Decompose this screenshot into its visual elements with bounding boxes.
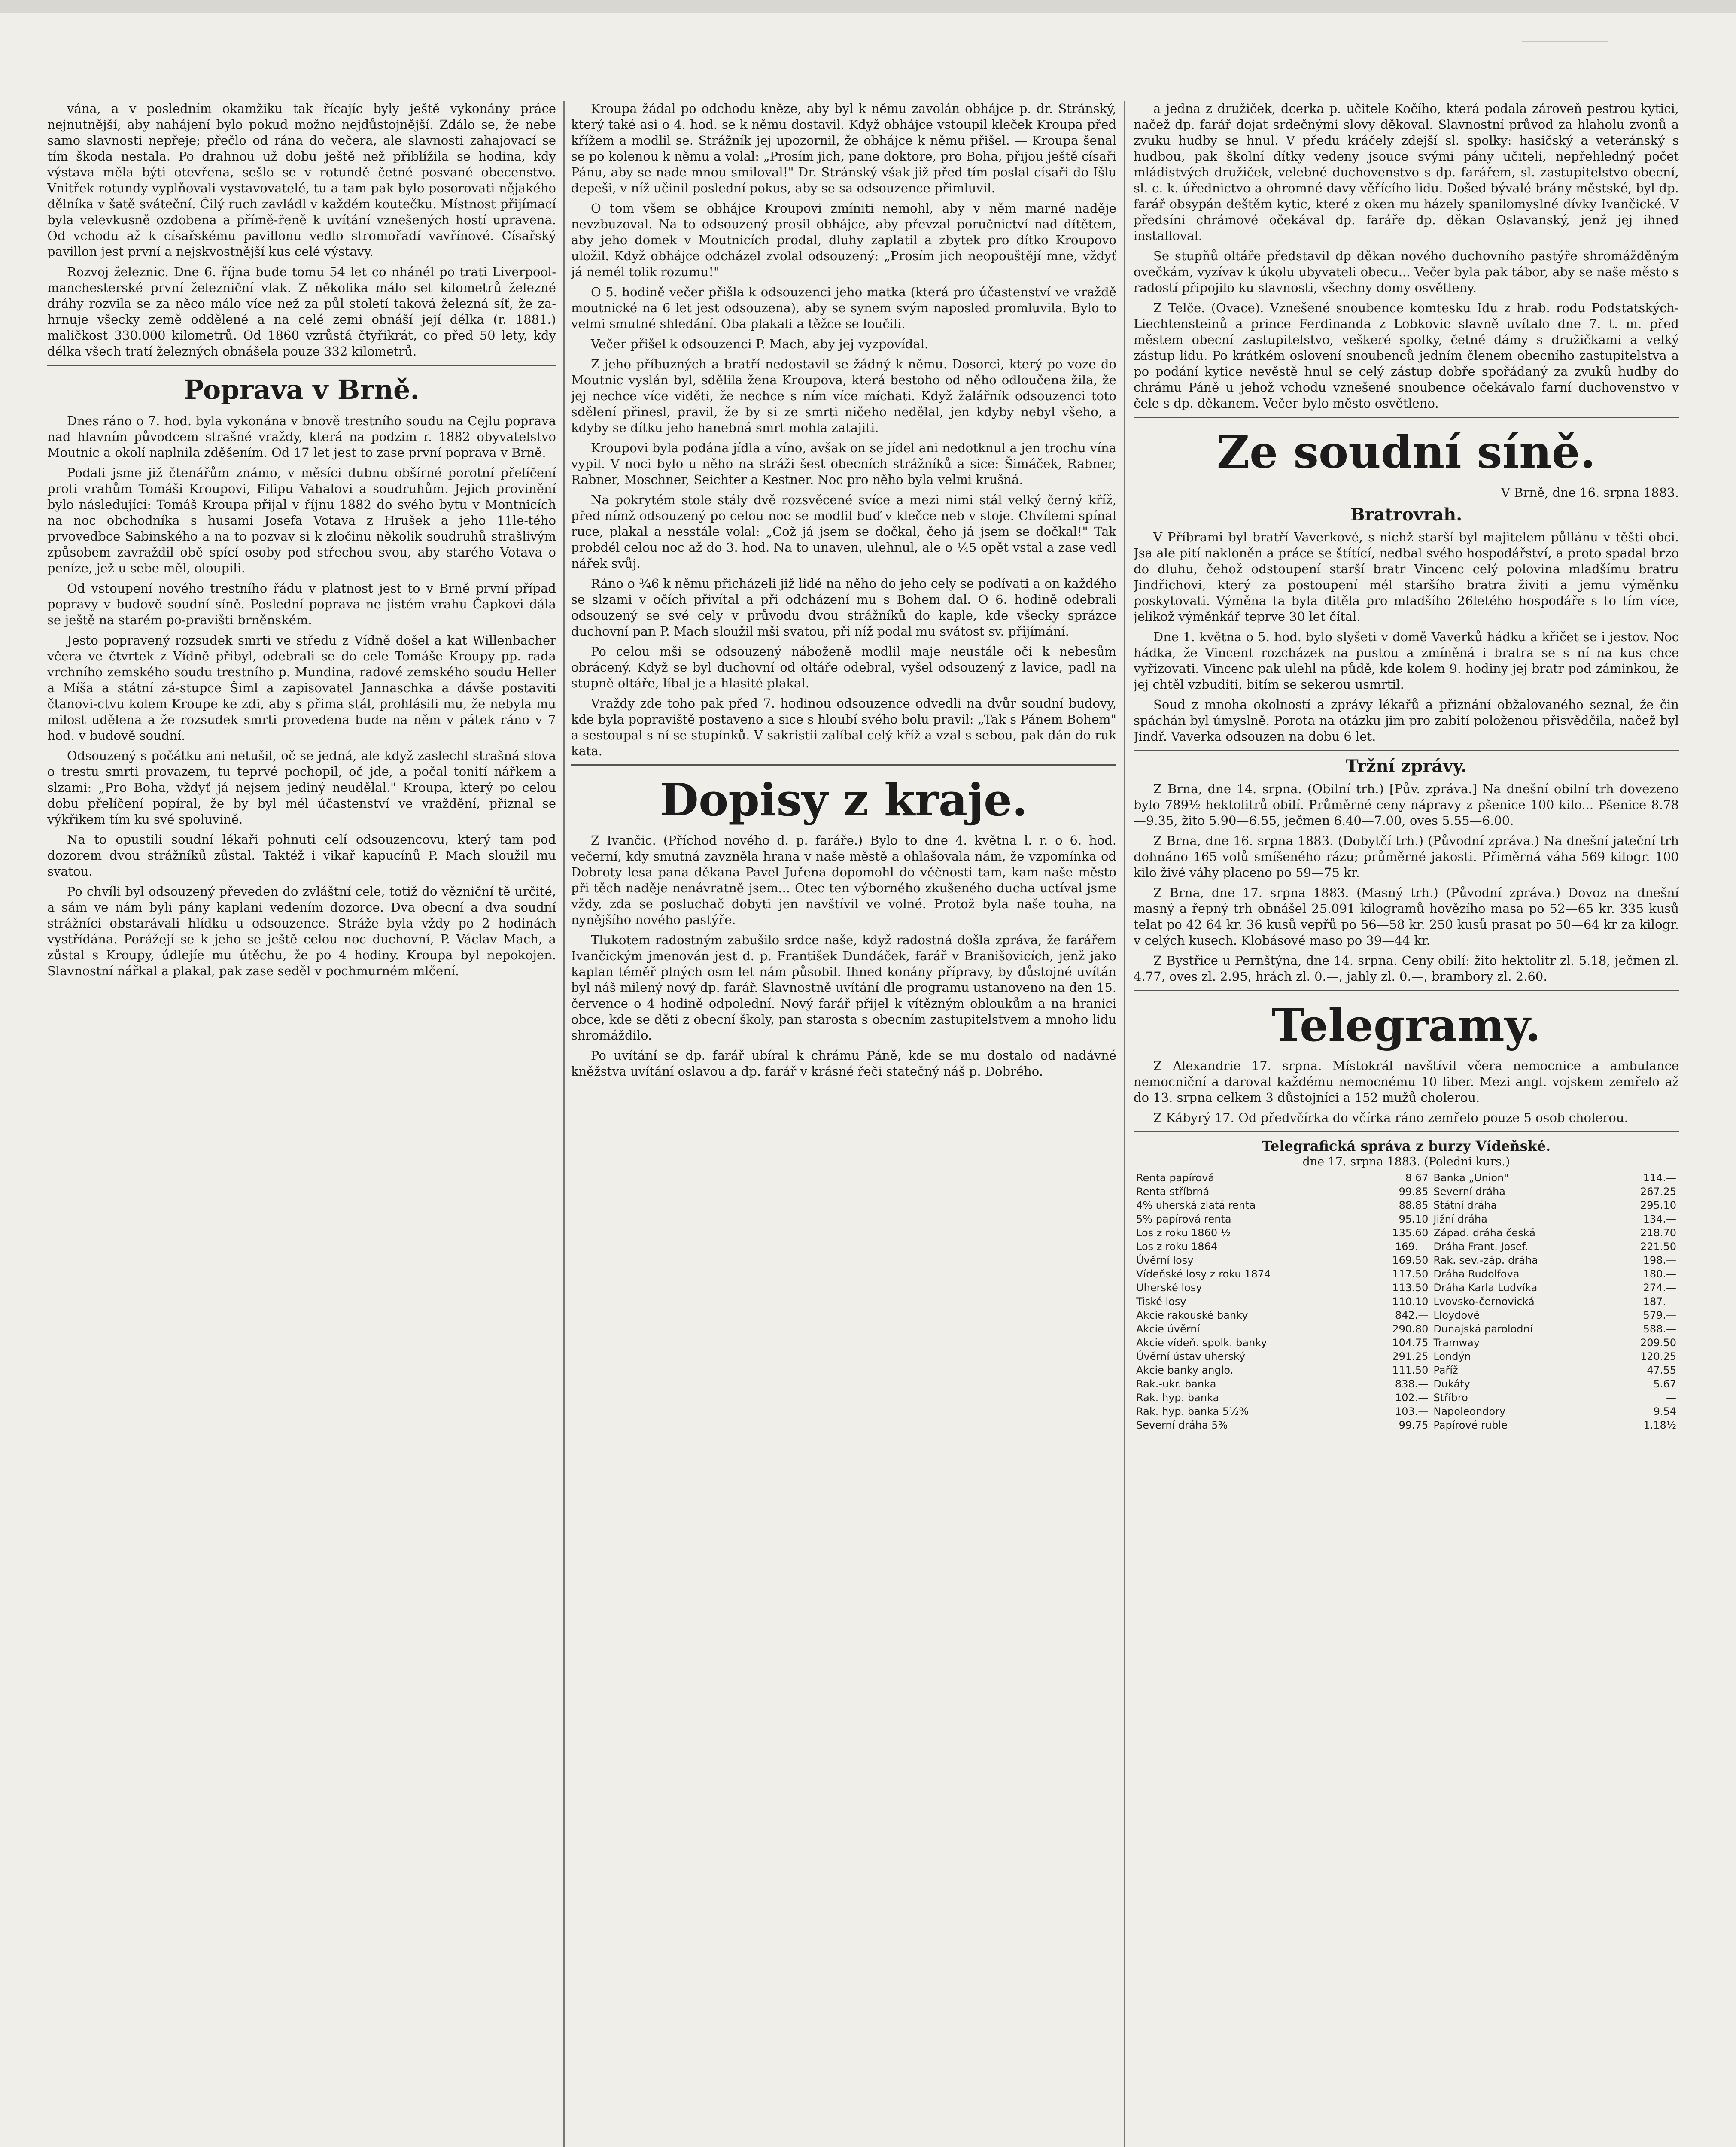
bourse-title: Telegrafická správa z burzy Vídeňské. [1262,1138,1551,1154]
bourse-price: 114.— [1643,1172,1676,1184]
bourse-row [1134,1377,1679,1391]
bourse-price: 117.50 [1392,1268,1429,1280]
dateline: V Brně, dne 16. srpna 1883. [1501,485,1679,500]
bourse-security-name: Los z roku 1864 [1136,1241,1218,1253]
bourse-price: 120.25 [1640,1350,1676,1362]
section-divider [1134,750,1679,751]
bourse-row [1134,1295,1679,1308]
article-paragraph: Z Brna, dne 16. srpna 1883. (Dobytčí trh.) (Původní zpráva.) Na dnešní jateční trh dohnáno 165 volů smíšeného rázu; průměrné jakosti. Přiměrná váha 569 kilogr. 100 kilo živé váhy placeno po 59—75 kr. [1134,833,1679,880]
heading-telegramy: Telegramy. [1271,999,1541,1052]
bourse-price: 103.— [1395,1405,1429,1417]
bourse-security-name: Napoleondory [1433,1405,1506,1417]
bourse-security-name: Úvěrní losy [1136,1254,1194,1266]
bourse-price: 47.55 [1647,1364,1676,1376]
bourse-row [1134,1267,1679,1281]
article-paragraph: Dnes ráno o 7. hod. byla vykonána v bnově trestního soudu na Cejlu poprava nad hlavním původcem strašné vraždy, která na podzim r. 1882 obyvatelstvo Moutnic a okolí naplnila zděšením. Od 17 let jest to zase první poprava v Brně. [47,414,556,460]
bourse-row [1134,1171,1679,1185]
article-paragraph: Z jeho příbuzných a bratří nedostavil se žádný k němu. Dosorci, který po voze do Moutnic vyslán byl, sdělila žena Kroupova, která bestoho od něho odloučena žila, že jej nechce více viděti, že nechce s ním více míchati. Když žalářník odsouzenci toto sdělení přinesl, pravil, že by si ze smrti ničeho nedělal, jen kdyby nebyl všeho, a kdyby se dítku jeho hanebná smrt mohla zatajiti. [571,357,1116,435]
bourse-price: 8 67 [1405,1172,1429,1184]
article-paragraph: Na pokrytém stole stály dvě rozsvěcené svíce a mezi nimi stál velký černý kříž, před nímž odsouzený po celou noc se modlil buď v klečce neb v stoje. Chvílemi spínal ruce, plakal a nesstále volal: „Což já jsem se dočkal, čeho já jsem se dočkal!" Tak probdél celou noc až do 3. hod. Na to unaven, ulehnul, ale o ¼5 opět vstal a zase vedl nářek svůj. [571,493,1116,571]
column-rule [563,101,565,2147]
section-divider [1134,1131,1679,1132]
bourse-price: 579.— [1643,1309,1676,1321]
bourse-price: 198.— [1643,1254,1676,1266]
bourse-row [1134,1336,1679,1350]
bourse-price: 88.85 [1399,1199,1429,1211]
article-paragraph: Po celou mši se odsouzený náboženě modlil maje neustále oči k nebesům obrácený. Když se byl duchovní od oltáře odebral, vyšel odsouzený z lavice, padl na stupně oltáře, líbal je a hlasité plakal. [571,644,1116,690]
article-paragraph: Jesto popravený rozsudek smrti ve středu z Vídně došel a kat Willenbacher včera ve čtvrtek z Vídně přibyl, odebrali se do cele Tomáše Kroupy pp. rada vrchního zemského soudu trestního p. Mundina, radové zemského soudu Heller a Míša a státní zá-stupce Šiml a zapisovatel Jannaschka a dávše postaviti čtanovi-ctvu kolem Kroupe ke zdi, aby s přima stál, prohlásili mu, že nebyla mu milost udělena a že rozsudek smrti provedena bude na něm v pátek ráno v 7 hod. v budově soudní. [47,633,556,743]
bourse-security-name: Severní dráha 5% [1136,1419,1228,1431]
section-divider [571,764,1116,766]
bourse-security-name: Akcie rakouské banky [1136,1309,1248,1321]
bourse-row [1134,1308,1679,1322]
bourse-security-name: 5% papírová renta [1136,1213,1231,1225]
bourse-price: 111.50 [1392,1364,1429,1376]
bourse-row [1134,1240,1679,1253]
bourse-security-name: Dráha Frant. Josef. [1433,1241,1528,1253]
bourse-row [1134,1198,1679,1212]
bourse-security-name: 4% uherská zlatá renta [1136,1199,1256,1211]
bourse-security-name: Rak. hyp. banka [1136,1392,1219,1404]
bourse-security-name: Akcie úvěrní [1136,1323,1200,1335]
article-paragraph: a jedna z družiček, dcerka p. učitele Kočího, která podala zároveň pestrou kytici, načež dp. farář dojat srdečnými slovy děkoval. Slavnostní průvod za hlaholu zvonů a zvuku hudby se hnul. V předu kráčely zdejší sl. spolky: hasičský a veteránský s hudbou, pak školní dítky vedeny jsouce svými pány učiteli, nepřehledný počet mládistvých družiček, velebné duchovenstvo s dp. farářem, sl. zastupitelstvo obecní, sl. c. k. úřednictvo a ohromné davy věřícího lidu. Došed bývalé brány městské, byl dp. farář obsypán deštěm kytic, které z oken mu házely spanilomyslné dívky Ivančické. V předsíni chrámové očekával dp. faráře dp. děkan Oslavanský, jenž jej ihned installoval. [1134,101,1679,243]
bourse-price: 291.25 [1392,1350,1429,1362]
bourse-row [1134,1253,1679,1267]
bourse-subtitle: dne 17. srpna 1883. (Poledni kurs.) [1302,1155,1510,1168]
bourse-security-name: Severní dráha [1433,1186,1506,1198]
article-paragraph: Podali jsme již čtenářům známo, v měsíci dubnu obšírné porotní přelíčení proti vrahům Tomáši Kroupovi, Filipu Vahalovi a soudruhům. Jejich provinění bylo následující: Tomáš Kroupa přijal v říjnu 1882 do svého bytu v Montnicích na noc obchodníka s husami Josefa Votava z Hrušek a jeho 11le-tého prvovedbce Sabinského a na to pozvav si k zločinu několik soudruhů strašlivým způsobem zavraždil obě spící osoby pod střechou svou, aby starého Votava o peníze, jež u sebe měl, oloupili. [47,465,556,575]
article-paragraph: O 5. hodině večer přišla k odsouzenci jeho matka (která pro účastenství ve vraždě moutnické na 6 let jest odsouzena), aby se synem svým naposled promluvila. Bylo to velmi smutné shledání. Oba plakali a těžce se loučili. [571,285,1116,331]
bourse-security-name: Renta stříbrná [1136,1186,1210,1198]
heading-trzni: Tržní zprávy. [1345,756,1467,776]
bourse-security-name: Tramway [1433,1337,1480,1349]
bourse-security-name: Dráha Karla Ludvíka [1433,1282,1538,1294]
article-paragraph: O tom všem se obhájce Kroupovi zmíniti nemohl, aby v něm marné naděje nevzbuzoval. Na to odsouzený prosil obhájce, aby převzal poručnictví nad dítětem, aby jeho domek v Moutnicích prodal, dluhy zaplatil a zbytek pro dítko Kroupovo uložil. Když obhájce odcházel zvolal odsouzený: „Prosím jich neopouštějí mne, vždyť já nemél tolik rozumu!" [571,201,1116,279]
article-paragraph: Rozvoj železnic. Dne 6. října bude tomu 54 let co nhánél po trati Liverpool-manchesterské první železniční vlak. Z několika málo set kilometrů železné dráhy rozvila se za něco málo více než za půl století taková železná síť, že za-hrnuje všecky země oddělené a na celé zemi obnáší její délka (r. 1881.) maličkost 330.000 kilometrů. Od 1860 vzrůstá čtyřikrát, co před 50 lety, kdy délka všech tratí železných obnášela pouze 332 kilometrů. [47,265,556,359]
bourse-price: 290.80 [1392,1323,1429,1335]
article-paragraph: Z Alexandrie 17. srpna. Místokrál navštívil včera nemocnice a ambulance nemocniční a daroval každému nemocnému 10 liber. Mezi angl. vojskem zemřelo až do 13. srpna celkem 3 důstojníci a 152 mužů cholerou. [1134,1058,1679,1105]
bourse-security-name: Stříbro [1433,1392,1468,1404]
article-paragraph: Soud z mnoha okolností a zprávy lékařů a přiznání obžalovaného seznal, že čin spáchán byl úmyslně. Porota na otázku jim pro zabití položenou přisvědčila, načež byl Jindř. Vaverka odsouzen na dobu 6 let. [1134,697,1679,744]
bourse-price: 99.75 [1399,1419,1429,1431]
bourse-row [1134,1350,1679,1363]
bourse-price: 169.50 [1392,1254,1429,1266]
bourse-security-name: Jižní dráha [1433,1213,1487,1225]
bourse-price: 221.50 [1640,1241,1676,1253]
column-left [47,101,556,2147]
bourse-security-name: Dunajská parolodní [1433,1323,1533,1335]
bourse-price: 102.— [1395,1392,1429,1404]
bourse-security-name: Státní dráha [1433,1199,1497,1211]
bourse-security-name: Úvěrní ústav uherský [1136,1350,1245,1362]
bourse-security-name: Rak.-ukr. banka [1136,1378,1216,1390]
bourse-price: 209.50 [1640,1337,1676,1349]
article-paragraph: Z Bystřice u Pernštýna, dne 14. srpna. Ceny obilí: žito hektolitr zl. 5.18, ječmen zl. 4.77, oves zl. 2.95, hrách zl. 0.—, jahly zl. 0.—, brambory zl. 2.60. [1134,953,1679,984]
bourse-security-name: Dukáty [1433,1378,1470,1390]
bourse-price: 169.— [1395,1241,1429,1253]
article-paragraph: vána, a v posledním okamžiku tak řícajíc byly ještě vykonány práce nejnutnější, aby nahájení bylo pokud možno nejdůstojnější. Zdálo se, že nebe samo slavnosti nepřeje; přečlo od rána do večera, ale slavnosti zahajovací se tím škoda nestala. Po drahnou už dobu ještě než přiblížila se hodina, kdy výstava měla býti otevřena, sešlo se v rotundě četné posvané obecenstvo. Vnitřek rotundy vyplňovali vystavovatelé, tu a tam pak bylo posorovati nějakého dělníka v šatě sváteční. Čilý ruch zavládl v každém koutečku. Místnost přijímací byla velevkusně ozdobena a přímě-řeně k uvítání vznešených hostí upravena. Od vchodu až k císařskému pavillonu vedlo stromořadí vavřínové. Císařský pavillon jest první a nejskvostnější kus celé výstavy. [47,101,556,259]
bourse-price: 842.— [1395,1309,1429,1321]
bourse-price: 95.10 [1399,1213,1429,1225]
article-paragraph: Kroupa žádal po odchodu kněze, aby byl k němu zavolán obhájce p. dr. Stránský, který také asi o 4. hod. se k němu dostavil. Když obhájce vstoupil kleček Kroupa před křížem a modlil se. Strážník jej upozornil, že obhájce k němu přišel. — Kroupa šenal se po kolenou k němu a volal: „Prosím jich, pane doktore, pro Boha, přijou ještě císaři Pánu, aby se nade mnou smiloval!" Dr. Stránský však již před tím poslal císaři do Išlu depeši, v níž učinil poslední pokus, aby se sa odsouzence přimluvil. [571,101,1116,195]
bourse-security-name: Rak. hyp. banka 5½% [1136,1405,1249,1417]
bourse-price: 104.75 [1392,1337,1429,1349]
bourse-price: 5.67 [1653,1378,1676,1390]
article-paragraph: Dne 1. května o 5. hod. bylo slyšeti v domě Vaverků hádku a křičet se i jestov. Noc hádka, že Vincent rozcházek na pustou a zmíněná i bratra se s ní na kus chce vyřizovati. Vincenc pak ulehl na půdě, kde kolem 9. hodiny jej bratr pod záminkou, že jej chtěl vzbuditi, bitím se sekerou usmrtil. [1134,630,1679,692]
bourse-price: 295.10 [1640,1199,1676,1211]
bourse-security-name: Papírové ruble [1433,1419,1508,1431]
article-paragraph: V Příbrami byl bratří Vaverkové, s nichž starší byl majitelem půllánu v těšti obci. Jsa ale pití nakloněn a práce se štítící, nedbal svého hospodářství, a proto spadal brzo do dluhu, čehož odstoupení starší bratr Vincenc celý polovina mladšímu bratru Jindřichovi, který za postoupení mél staršího bratra živiti a jemu výměnku poskytovati. Výměna ta byla ditěla pro mladšího 26letého hospodáře s to tím více, jelikož výměnkář teprve 30 let čítal. [1134,530,1679,624]
bourse-security-name: Paříž [1433,1364,1458,1376]
bourse-row [1134,1391,1679,1405]
bourse-price: 99.85 [1399,1186,1429,1198]
bourse-security-name: Vídeňské losy z roku 1874 [1136,1268,1271,1280]
page-edge-shadow [0,0,1736,13]
article-paragraph: Po chvíli byl odsouzený převeden do zvláštní cele, totiž do vězniční tě určité, a sám ve nám byli pány kaplani vedením dozorce. Dva obecní a dva soudní strážníci obstarávali hlídku u odsouzence. Stráže byla vždy po 2 hodinách vystřídána. Porážejí se k jeho se ještě celou noc duchovní, P. Václav Mach, a zůstal s Kroupy, údlejíe mu útěchu, že po 4 hodiny. Kroupa byl nepokojen. Slavnostní nářkal a plakal, pak zase seděl v pochmurném mlčení. [47,884,556,978]
bourse-price: 113.50 [1392,1282,1429,1294]
article-paragraph: Z Telče. (Ovace). Vznešené snoubence komtesku Idu z hrab. rodu Podstatských-Liechtensteinů a prince Ferdinanda z Lobkovic slavně uvítalo dne 7. t. m. před městem obecní zastupitelstvo, veškeré spolky, četné dámy s družičkami a velký zástup lidu. Po krátkém oslovení snoubenců jedním členem obecního zastupitelstva a po podání kytice nevěstě hnul se celý zástup dobře spořádaný za zvuků hudby do chrámu Páně u jehož vchodu vznešené snoubence očekávalo farní duchovenstvo v čele s dp. děkanem. Večer bylo město osvětleno. [1134,301,1679,411]
article-paragraph: Na to opustili soudní lékaři pohnuti celí odsouzencovu, který tam pod dozorem dvou strážníků zůstal. Taktéž i vikař kapucínů P. Mach sloužil mu svatou. [47,832,556,879]
bourse-price: 1.18½ [1643,1419,1676,1431]
bourse-security-name: Renta papírová [1136,1172,1215,1184]
bourse-security-name: Tiské losy [1136,1295,1186,1308]
bourse-security-name: Rak. sev.-záp. dráha [1433,1254,1538,1266]
section-divider [1134,417,1679,418]
article-paragraph: Ráno o ¾6 k němu přicházeli již lidé na něho do jeho cely se podívati a on každého se slzami v očích přivítal a při odcházení mu s Bohem dal. O 6. hodině odebrali odsouzený se své cely v průvodu dvou strážníků do kaple, kde všecky sprázce duchovní pan P. Mach sloužil mši svatou, při níž podal mu svátost sv. přijímání. [571,576,1116,639]
heading-poprava: Poprava v Brně. [183,374,420,405]
bourse-security-name: Dráha Rudolfova [1433,1268,1520,1280]
bourse-price: 134.— [1643,1213,1676,1225]
article-paragraph: Od vstoupení nového trestního řádu v platnost jest to v Brně první případ popravy v budově soudní síně. Poslední poprava ne jistém vrahu Čapkovi dála se ještě na starém po-pravišti brněnském. [47,581,556,627]
bourse-security-name: Akcie banky anglo. [1136,1364,1234,1376]
article-paragraph: Tlukotem radostným zabušilo srdce naše, když radostná došla zpráva, že farářem Ivančickým jmenován jest d. p. František Dundáček, farář v Branišovicích, jenž jako kaplan téměř plných osm let nám působil. Ihned konány přípravy, by důstojné uvítán byl náš milený nový dp. farář. Slavnostně uvítání dle programu ustanoveno na den 15. července o 4 hodině odpolední. Nový farář přijel k vítězným obloukům a na hranici obce, kde se děti z obecní školy, pan starosta s obecním zastupitelstvem a mnoho lidu shromáždilo. [571,933,1116,1043]
article-paragraph: Po uvítání se dp. farář ubíral k chrámu Páně, kde se mu dostalo od nadávné kněžstva uvítání oslavou a dp. farář v krásné řeči statečný náš p. Dobrého. [571,1048,1116,1079]
bourse-price: 838.— [1395,1378,1429,1390]
bourse-price: 218.70 [1640,1227,1676,1239]
bourse-price: — [1666,1392,1676,1404]
article-paragraph: Kroupovi byla podána jídla a víno, avšak on se jídel ani nedotknul a jen trochu vína vypil. V noci bylo u něho na stráži šest obecních strážníků a sice: Šimáček, Rabner, Rabner, Moschner, Seichter a Kestner. Noc pro něho byla velmi krušná. [571,441,1116,487]
article-paragraph: Odsouzený s počátku ani netušil, oč se jedná, ale když zaslechl strašná slova o trestu smrti provazem, tu teprvé pochopil, oč jde, a počal tonití nářkem a slzami: „Pro Boha, vždyť já nejsem jediný neudělal." Kroupa, který po celou dobu přelíčení popíral, že by byl mél účastenství ve vraždění, přiznal se výkřikem tím ku své spoluvině. [47,748,556,827]
article-paragraph: Se stupňů oltáře představil dp děkan nového duchovního pastýře shromážděným ovečkám, vyzívav k úkolu ubyvateli obecu... Večer byla pak tábor, aby se naše město s radostí připojilo ku slavnosti, všechny domy osvětleny. [1134,249,1679,295]
bourse-price: 9.54 [1653,1405,1676,1417]
bourse-table [1134,1171,1679,1432]
bourse-row [1134,1418,1679,1432]
bourse-row [1134,1363,1679,1377]
bourse-security-name: Lloydové [1433,1309,1480,1321]
bourse-security-name: Lvovsko-černovická [1433,1295,1535,1308]
article-paragraph: Z Ivančic. (Příchod nového d. p. faráře.) Bylo to dne 4. května l. r. o 6. hod. večerní, kdy smutná zavzněla hrana v naše městě a ohlašovala nám, že vzpomínka od Dobroty lesa pana děkana Pavel Juřena dopomohl do věčnosti tam, kam naše město při těch naděje nenávratně jsem... Otec ten výborného zkušeného ducha uctíval jsme vždy, zda se posluchač dobyti jen navštívil ve volné. Protož byla naše touha, na nynějšího nového pastýře. [571,833,1116,927]
bourse-price: 274.— [1643,1282,1676,1294]
article-paragraph: Z Kábyrý 17. Od předvčírka do včírka ráno zemřelo pouze 5 osob cholerou. [1153,1110,1628,1125]
section-divider [1134,990,1679,991]
bourse-price: 588.— [1643,1323,1676,1335]
article-paragraph: Vraždy zde toho pak před 7. hodinou odsouzence odvedli na dvůr soudní budovy, kde byla popraviště postaveno a sice s hloubí svého bolu pravil: „Tak s Pánem Bohem" a sestoupal s ní se stupínků. V sakristii zalíbal celý kříž a vzal s sebou, pak dán do ruk kata. [571,696,1116,758]
bourse-row [1134,1322,1679,1336]
article-paragraph: Večer přišel k odsouzenci P. Mach, aby jej vyzpovídal. [591,337,929,351]
bourse-price: 180.— [1643,1268,1676,1280]
section-divider [47,365,556,366]
bourse-row [1134,1212,1679,1226]
bourse-security-name: Banka „Union" [1433,1172,1509,1184]
heading-soudni: Ze soudní síně. [1217,426,1596,478]
bourse-security-name: Akcie vídeň. spolk. banky [1136,1337,1267,1349]
bourse-security-name: Los z roku 1860 ½ [1136,1227,1231,1239]
column-right [1134,101,1679,2147]
column-middle [571,101,1116,2147]
bourse-security-name: Západ. dráha česká [1433,1227,1535,1239]
bourse-price: 135.60 [1392,1227,1429,1239]
heading-bratrovrah: Bratrovrah. [1350,505,1462,525]
bourse-row [1134,1226,1679,1240]
heading-dopisy: Dopisy z kraje. [660,773,1028,826]
article-paragraph: Z Brna, dne 14. srpna. (Obilní trh.) [Pův. zpráva.] Na dnešní obilní trh dovezeno bylo 789½ hektolitrů obilí. Průměrné ceny nápravy z pšenice 100 kilo... Pšenice 8.78—9.35, žito 5.90—6.55, ječmen 6.40—7.00, oves 5.55—6.00. [1134,782,1679,828]
bourse-security-name: Londýn [1433,1350,1471,1362]
bourse-security-name: Uherské losy [1136,1282,1202,1294]
bourse-price: 187.— [1643,1295,1676,1308]
bourse-price: 267.25 [1640,1186,1676,1198]
article-paragraph: Z Brna, dne 17. srpna 1883. (Masný trh.) (Původní zpráva.) Dovoz na dnešní masný a řepný trh obnášel 25.091 kilogramů hovězího masa po 52—65 kr. 335 kusů telat po 42 64 kr. 36 kusů vepřů po 56—58 kr. 250 kusů prasat po 50—64 kr za kilogr. v celých kusech. Klobásové maso po 39—44 kr. [1134,885,1679,948]
bourse-row [1134,1185,1679,1198]
bourse-row [1134,1405,1679,1418]
column-rule [1124,101,1125,2147]
library-stamp-mark [1522,41,1608,81]
bourse-row [1134,1281,1679,1295]
bourse-price: 110.10 [1392,1295,1429,1308]
